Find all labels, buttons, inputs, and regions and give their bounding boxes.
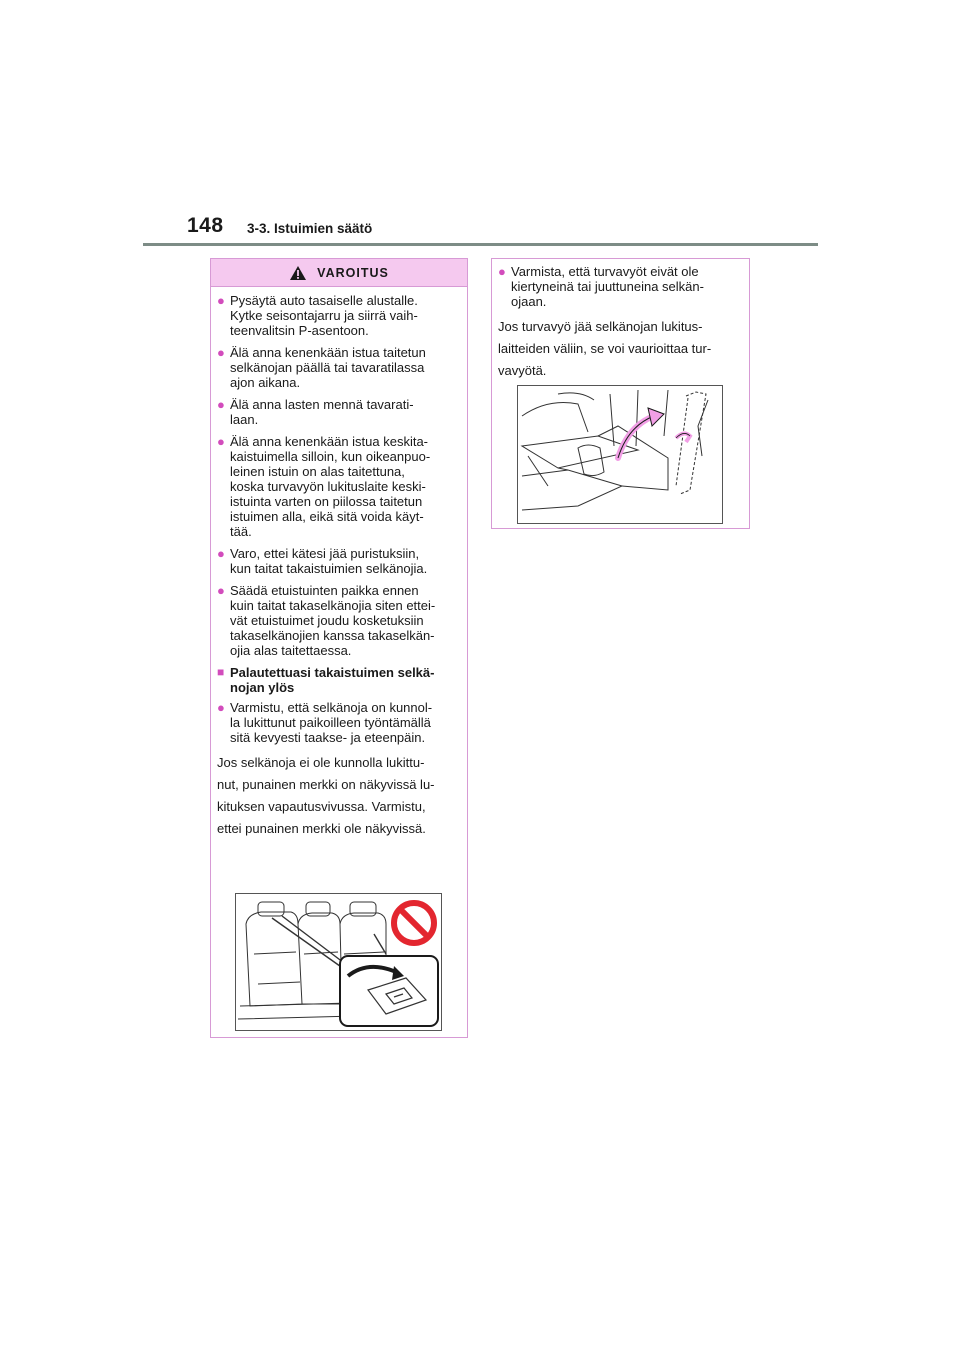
warning-bullet <box>217 700 461 745</box>
prohibition-icon <box>394 903 434 943</box>
bullet-dot-icon: ● <box>217 345 225 360</box>
bullet-text: Säädä etuistuinten paikka ennen kuin taitat takaselkänojia siten ettei- vät etuistuimet joudu kosketuksiin takaselkänojien kanssa takaselkän- ojia alas taitettaessa. <box>230 583 436 658</box>
seat-lock-illustration <box>235 893 442 1031</box>
bullet-dot-icon: ● <box>217 583 225 598</box>
bullet-dot-icon: ● <box>217 434 225 449</box>
bullet-text: Varo, ettei kätesi jää puristuksiin, kun taitat takaistuimien selkänojia. <box>230 546 428 576</box>
bullet-text: Älä anna kenenkään istua keskita- kaistuimella silloin, kun oikeanpuo- leinen istuin on alas taitettuna, koska turvavyön lukituslaite keski- istuinta varten on piilossa taitetun istuimen alla, eikä sitä voida käyt- tää. <box>230 434 431 539</box>
warning-triangle-icon <box>289 265 307 281</box>
warning-bullet <box>217 583 461 658</box>
warning-bullet <box>217 345 461 390</box>
bullet-text: Älä anna kenenkään istua taitetun selkänojan päällä tai tavaratilassa ajon aikana. <box>230 345 426 390</box>
warning-bullet <box>217 434 461 539</box>
bullet-dot-icon: ● <box>217 546 225 561</box>
square-bullet-icon: ■ <box>217 665 225 679</box>
seatbelt-fold-illustration <box>517 385 723 524</box>
note-paragraph: Jos turvavyö jää selkänojan lukitus- laitteiden väliin, se voi vaurioittaa tur- vavyötä. <box>498 319 712 378</box>
bullet-dot-icon: ● <box>217 293 225 308</box>
bullet-text: Varmistu, että selkänoja on kunnol- la lukittunut paikoilleen työntämällä sitä kevyesti taakse- ja eteenpäin. <box>230 700 433 745</box>
warning-bullet <box>217 293 461 338</box>
warning-bullet <box>217 397 461 427</box>
bullet-text: Varmista, että turvavyöt eivät ole kiertyneinä tai juuttuneina selkän- ojaan. <box>511 264 704 309</box>
page-number: 148 <box>187 214 224 237</box>
bullet-dot-icon: ● <box>217 700 225 715</box>
bullet-dot-icon: ● <box>498 264 506 279</box>
bullet-dot-icon: ● <box>217 397 225 412</box>
section-title: 3-3. Istuimien säätö <box>247 221 373 236</box>
subheading-text: Palautettuasi takaistuimen selkä- nojan ylös <box>230 665 435 695</box>
warning-title: VAROITUS <box>317 265 389 280</box>
subheading <box>217 665 461 695</box>
bullet-text: Pysäytä auto tasaiselle alustalle. Kytke seisontajarru ja siirrä vaih- teenvalitsin P-asentoon. <box>230 293 418 338</box>
warning-bullet <box>217 546 461 576</box>
note-bullet <box>498 264 743 309</box>
warning-header <box>211 259 467 287</box>
warning-paragraph: Jos selkänoja ei ole kunnolla lukittu- nut, punainen merkki on näkyvissä lu- kituksen vapautusvivussa. Varmistu, ettei punainen merkki ole näkyvissä. <box>217 755 435 836</box>
header-rule <box>143 243 818 246</box>
bullet-text: Älä anna lasten mennä tavarati- laan. <box>230 397 414 427</box>
